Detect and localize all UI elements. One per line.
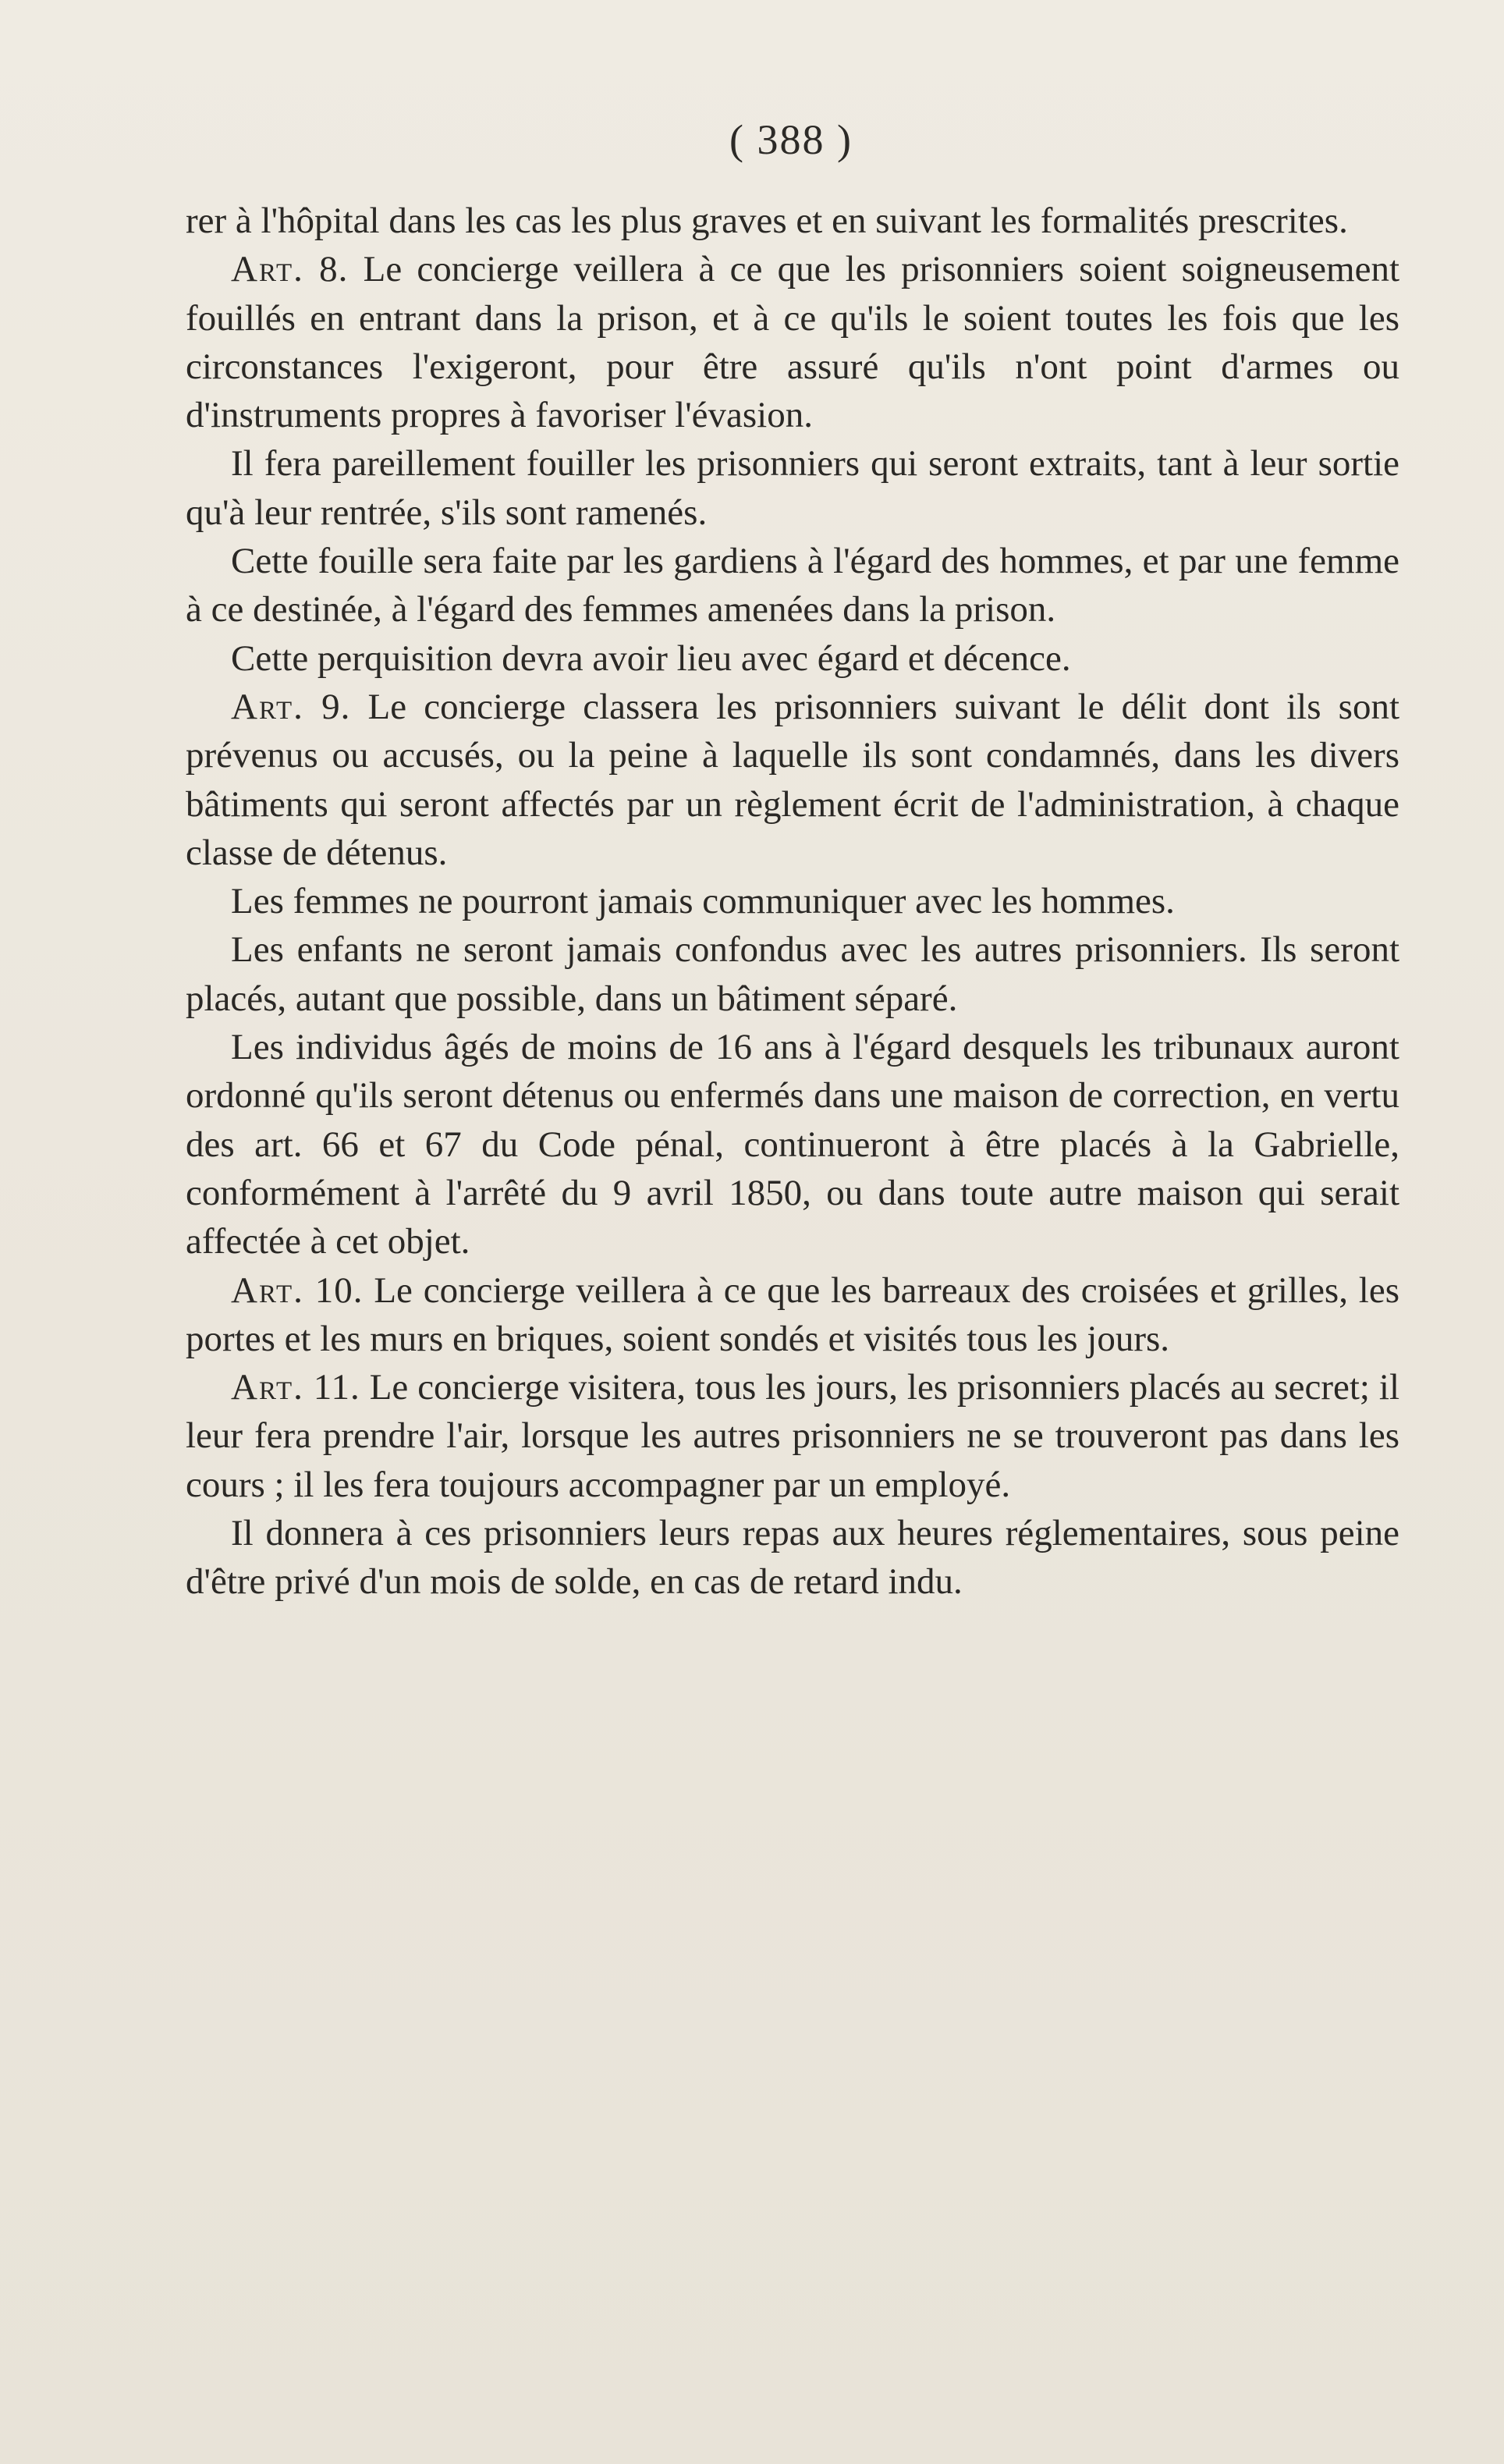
paragraph-text: Le concierge classera les prisonniers suivant le délit dont ils sont prévenus ou accusés, ou la peine à laquelle ils sont condamnés, dans les divers bâtiments qui seront affectés par un règlement écrit de l'administration, à chaque classe de détenus.: [186, 686, 1400, 873]
article-number: 8.: [319, 249, 349, 290]
article-label: Art.: [231, 249, 304, 290]
article-number: 9.: [321, 686, 351, 727]
page-number: ( 388 ): [729, 116, 853, 163]
article-9-paragraph: [186, 683, 1399, 877]
paragraph-text: Cette fouille sera faite par les gardiens à l'égard des hommes, et par une femme à ce destinée, à l'égard des femmes amenées dans la prison.: [186, 541, 1399, 630]
paragraph-text: Le concierge veillera à ce que les prisonniers soient soigneusement fouillés en entrant dans la prison, et à ce qu'ils le soient toutes les fois que les circonstances l'exigeront, pour être assuré qu'ils n'ont point d'armes ou d'instruments propres à favoriser l'évasion.: [186, 249, 1400, 436]
paragraph-text: Il donnera à ces prisonniers leurs repas aux heures réglementaires, sous peine d'être privé d'un mois de solde, en cas de retard indu.: [186, 1513, 1399, 1603]
article-11-paragraph: [186, 1363, 1399, 1509]
paragraph: [186, 1023, 1399, 1266]
paragraph: [186, 439, 1399, 537]
paragraph-text: Le concierge visitera, tous les jours, les prisonniers placés au secret; il leur fera prendre l'air, lorsque les autres prisonniers ne se trouveront pas dans les cours ; il les fera toujours accompagner par un employé.: [186, 1367, 1400, 1505]
article-label: Art.: [231, 686, 304, 727]
paragraph: [186, 1509, 1399, 1607]
paragraph: [186, 537, 1399, 634]
paragraph: [186, 877, 1399, 925]
article-number: 11.: [313, 1367, 360, 1408]
article-8-paragraph: [186, 245, 1399, 439]
article-number: 10.: [314, 1269, 364, 1311]
paragraph-text: Les femmes ne pourront jamais communiquer avec les hommes.: [231, 881, 1175, 922]
paragraph-text: rer à l'hôpital dans les cas les plus graves et en suivant les formalités prescrites.: [186, 201, 1348, 241]
paragraph-continuation: [186, 197, 1399, 245]
paragraph-text: Les enfants ne seront jamais confondus avec les autres prisonniers. Ils seront placés, autant que possible, dans un bâtiment séparé.: [186, 929, 1399, 1019]
article-label: Art.: [231, 1367, 304, 1408]
paragraph-text: Il fera pareillement fouiller les prisonniers qui seront extraits, tant à leur sortie qu'à leur rentrée, s'ils sont ramenés.: [186, 443, 1399, 533]
body-text: [186, 197, 1399, 1607]
paragraph-text: Les individus âgés de moins de 16 ans à l'égard desquels les tribunaux auront ordonné qu'ils seront détenus ou enfermés dans une maison de correction, en vertu des art. 66 et 67 du Code pénal, continueront à être placés à la Gabrielle, conformément à l'arrêté du 9 avril 1850, ou dans toute autre maison qui serait affectée à cet objet.: [186, 1027, 1399, 1262]
paragraph-text: Cette perquisition devra avoir lieu avec égard et décence.: [231, 637, 1071, 679]
article-label: Art.: [231, 1269, 304, 1311]
article-10-paragraph: [186, 1266, 1399, 1364]
paragraph: [186, 634, 1399, 683]
paragraph-text: Le concierge veillera à ce que les barreaux des croisées et grilles, les portes et les murs en briques, soient sondés et visités tous les jours.: [186, 1269, 1400, 1359]
paragraph: [186, 925, 1399, 1023]
